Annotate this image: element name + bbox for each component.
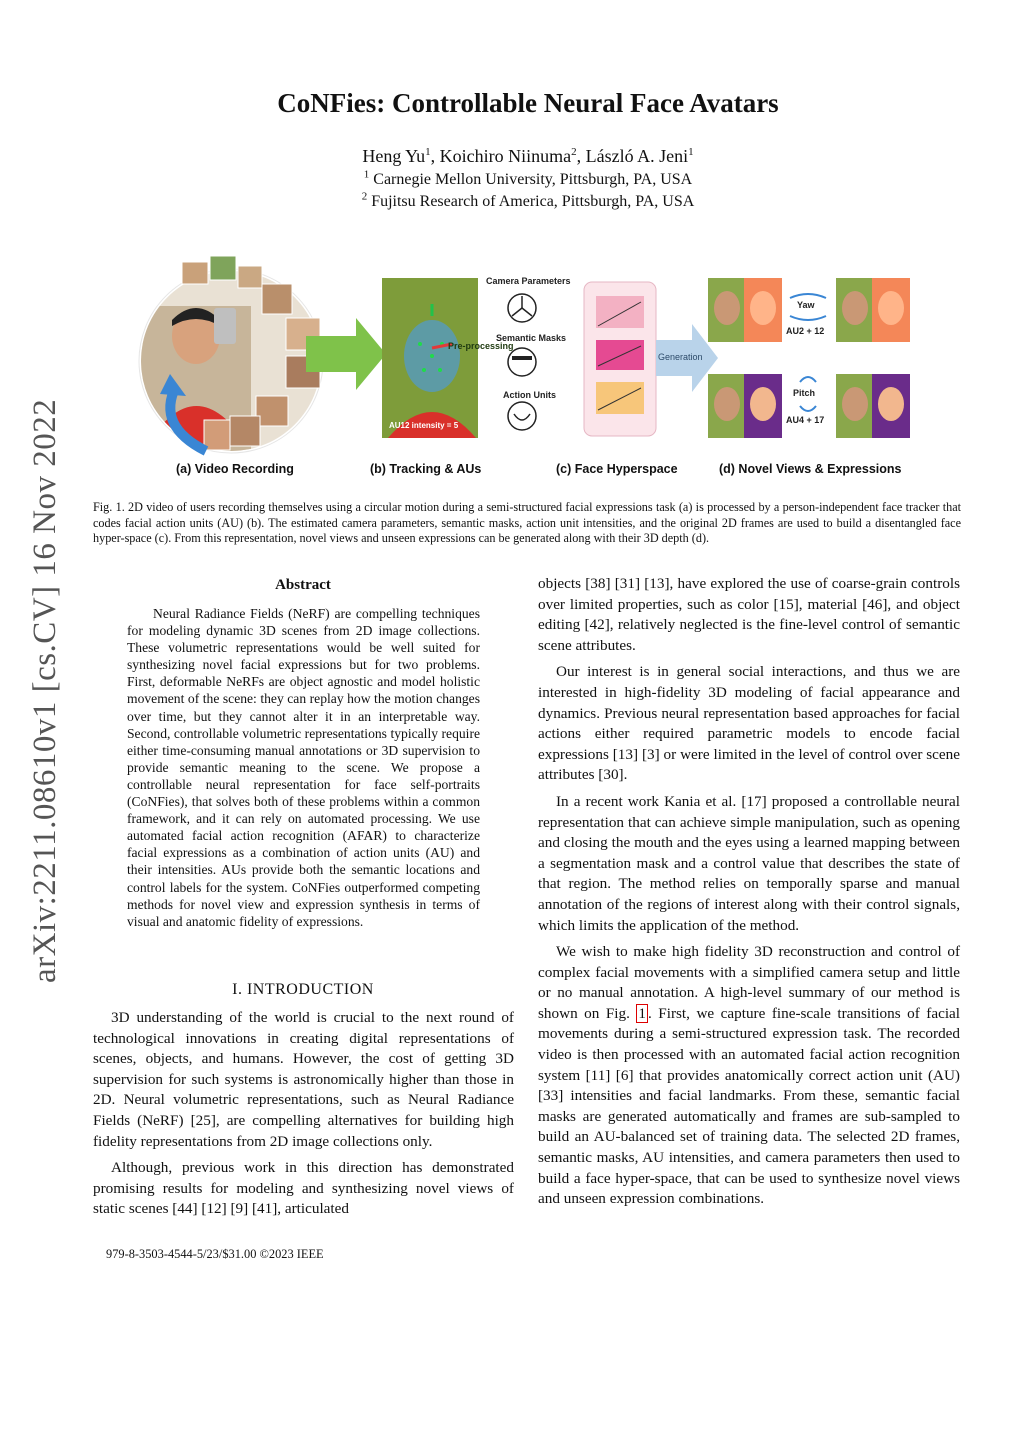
thumbnail xyxy=(256,396,288,426)
affiliation-1 xyxy=(0,168,1024,189)
panel-label-d: (d) Novel Views & Expressions xyxy=(719,462,902,476)
yaw-au-label: AU2 + 12 xyxy=(786,326,825,336)
thumbnail xyxy=(238,266,262,288)
paragraph-text: We wish to make high fidelity 3D reconstruction and control of complex facial movements with a simplified camera setup and little or no manual annotation. A high-level summary of our method is shown on Fig. xyxy=(538,943,960,1022)
paragraph: Although, previous work in this direction has demonstrated promising results for modeling and synthesizing novel views of static scenes [44] [12] [9] [41], articulated xyxy=(93,1159,514,1218)
affil-text: Carnegie Mellon University, Pittsburgh, PA, USA xyxy=(373,171,693,188)
author-affil-mark: 2 xyxy=(571,146,577,158)
author-affil-mark: 1 xyxy=(425,146,431,158)
thumbnail xyxy=(210,256,236,280)
thumbnail xyxy=(204,420,230,450)
semantic-masks-label: Semantic Masks xyxy=(496,333,567,343)
yaw-label: Yaw xyxy=(797,300,815,310)
camera-parameters-label: Camera Parameters xyxy=(486,276,571,286)
abstract-body xyxy=(127,605,480,930)
semantic-masks-icon xyxy=(508,348,536,376)
left-column xyxy=(93,1008,514,1220)
pitch-label: Pitch xyxy=(793,388,816,398)
action-units-label: Action Units xyxy=(503,390,556,400)
copyright-footer: 979-8-3503-4544-5/23/$31.00 ©2023 IEEE xyxy=(106,1247,324,1261)
figure-reference-link[interactable]: 1 xyxy=(638,1004,646,1022)
arxiv-identifier: arXiv:2211.08610v1 [cs.CV] 16 Nov 2022 xyxy=(27,398,63,983)
right-column xyxy=(538,574,960,1210)
author-name: Heng Yu xyxy=(362,146,426,166)
paragraph: Our interest is in general social interactions, and thus we are interested in high-fidelity 3D modeling of facial appearance and dynamics. Previous neural representation based approaches for facial actions either required parametric models to encode facial expressions [13] [3] or were limited in the level of control over scene attributes [30]. xyxy=(538,663,960,784)
author-name: , László A. Jeni xyxy=(576,146,689,166)
affil-text: Fujitsu Research of America, Pittsburgh, PA, USA xyxy=(371,193,695,210)
paper-title: CoNFies: Controllable Neural Face Avatars xyxy=(277,88,779,118)
thumbnail xyxy=(182,262,208,284)
paragraph: objects [38] [31] [13], have explored the use of coarse-grain controls over limited properties, such as color [15], material [46], and object editing [42], relatively neglected is the fine-level control of semantic scene attributes. xyxy=(538,575,960,654)
face-hyperspace-panel xyxy=(584,282,656,436)
phone xyxy=(214,308,236,344)
paragraph: In a recent work Kania et al. [17] proposed a controllable neural representation that can achieve simple manipulation, such as opening and closing the mouth and the eyes using a learned mapping between a segmentation mask and a control value that describes the state of that region. The method relies on temporally sparse and manual annotation of the regions of interest along with their control signals, which limits the application of the method. xyxy=(538,792,960,934)
affil-number: 1 xyxy=(363,168,370,181)
tracking-panel xyxy=(382,278,478,438)
thumbnail xyxy=(262,284,292,314)
affil-number: 2 xyxy=(361,190,368,203)
panel-label-b: (b) Tracking & AUs xyxy=(370,462,482,476)
figure-1 xyxy=(136,256,916,484)
generation-label: Generation xyxy=(658,352,703,362)
abstract-text: Neural Radiance Fields (NeRF) are compelling techniques for modeling dynamic 3D scenes from 2D image collections. These volumetric representations would be well suited for synthesizing novel facial expressions but for two problems. First, deformable NeRFs are object agnostic and model holistic movement of the scene: they can replay how the motion changes over time, but they cannot alter it in an interpretable way. Second, controllable volumetric representations typically require either time-consuming manual annotations or 3D supervision to provide semantic meaning to the scene. We propose a controllable neural representation for face self-portraits (CoNFies), that solves both of these problems within a common framework, and it can rely on automated processing. We use automated facial action recognition (AFAR) to characterize facial expressions as a combination of action units (AU) and their intensities. AUs provide both the semantic locations and control labels for the system. CoNFies outperformed competing methods for novel view and expression synthesis in terms of visual and anatomic fidelity of expressions. xyxy=(127,606,480,929)
abstract-heading: Abstract xyxy=(275,577,331,593)
panel-label-c: (c) Face Hyperspace xyxy=(556,462,678,476)
paragraph: 3D understanding of the world is crucial to the next round of technological innovations in creating digital representations of scenes, objects, and humans. However, the cost of getting 3D supervision for such systems is astronomically higher than those in 2D. Neural volumetric representations, such as Neural Radiance Fields (NeRF) [25], are compelling alternatives for building high fidelity representations from 2D image collections only. xyxy=(93,1009,514,1150)
au-intensity-label: AU12 intensity = 5 xyxy=(389,421,459,430)
preprocessing-label: Pre-processing xyxy=(448,341,514,351)
author-list xyxy=(0,146,1024,167)
paragraph xyxy=(538,942,960,1210)
figure-illustration xyxy=(136,256,916,456)
pitch-au-label: AU4 + 17 xyxy=(786,415,825,425)
panel-label-a: (a) Video Recording xyxy=(176,462,294,476)
video-recording-panel xyxy=(136,256,326,456)
thumbnail xyxy=(230,416,260,446)
paragraph-text: . First, we capture fine-scale transitions of facial movements during a semi-structured expression task. The recorded video is then processed with an automated facial action recognition system [11] [6] that provides anatomically correct action unit (AU) [33] intensities and facial landmarks. From these, semantic facial masks are generated automatically and frames are sub-sampled to build an AU-balanced set of training data. The selected 2D frames, semantic masks, AU intensities, and camera parameters then used to build a face hyper-space, that can be used to synthesize novel views and unseen expression combinations. xyxy=(538,1004,961,1208)
action-units-icon xyxy=(508,402,536,430)
affiliation-2 xyxy=(0,190,1024,211)
author-affil-mark: 1 xyxy=(688,146,694,158)
section-heading-introduction: I. INTRODUCTION xyxy=(232,981,374,998)
author-name: , Koichiro Niinuma xyxy=(430,146,572,166)
figure-caption: Fig. 1. 2D video of users recording themselves using a circular motion during a semi-structured facial expressions task (a) is processed by a person-independent face tracker that codes facial action units (AU) (b). The estimated camera parameters, semantic masks, action unit intensities, and the original 2D frames are used to build a disentangled face hyper-space (c). From this representation, novel views and unseen expressions can be generated along with their 3D depth (d). xyxy=(93,500,961,546)
inputs-column xyxy=(508,294,536,430)
